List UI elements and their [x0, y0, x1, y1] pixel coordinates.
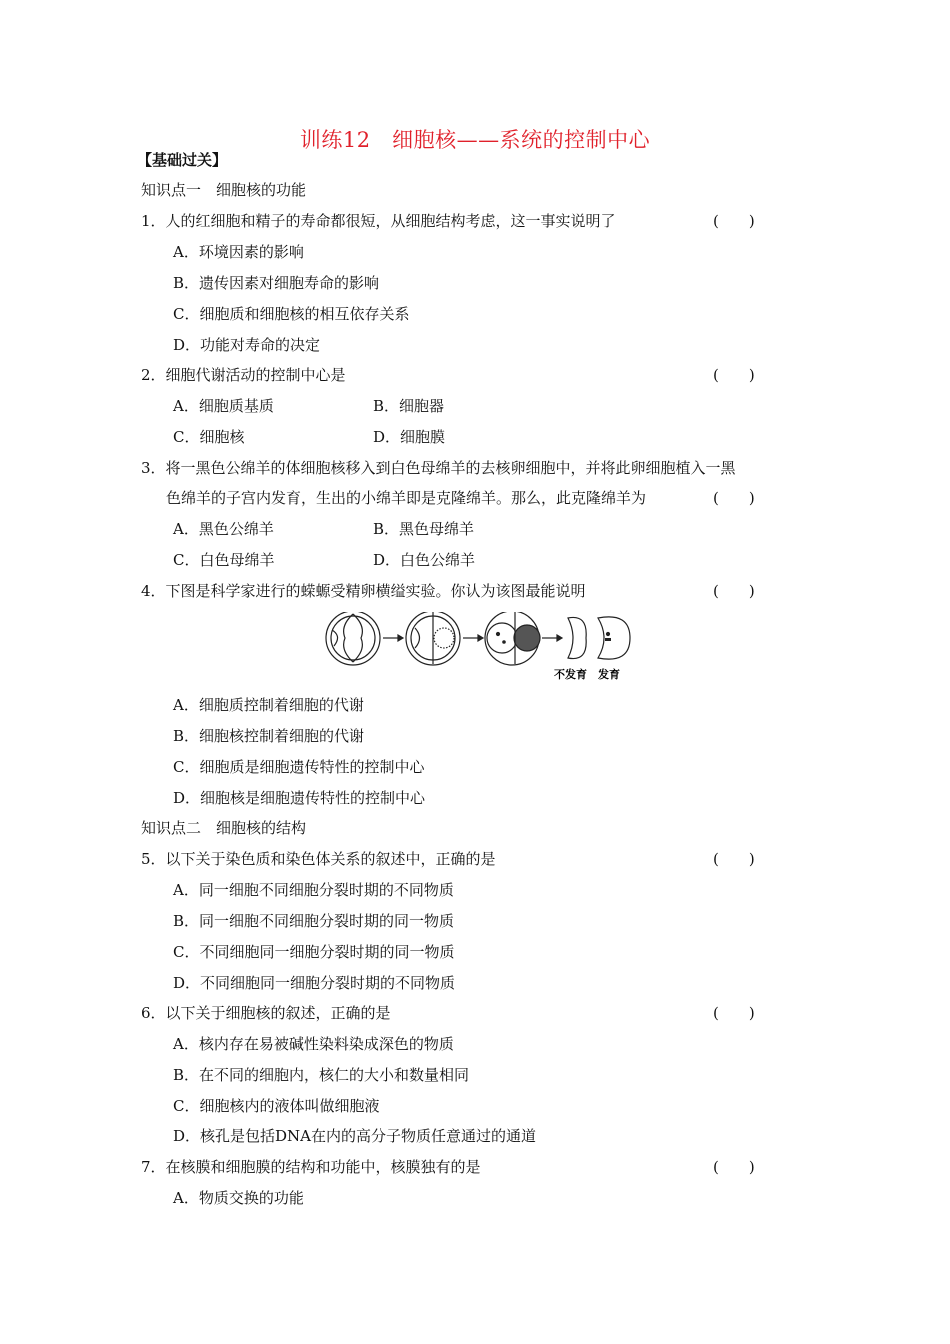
q2-option-a: A．细胞质基质 — [173, 397, 274, 415]
question-6-stem: 6．以下关于细胞核的叙述，正确的是 — [141, 1004, 391, 1022]
q5-option-d: D．不同细胞同一细胞分裂时期的不同物质 — [173, 974, 456, 992]
q1-option-b: B．遗传因素对细胞寿命的影响 — [173, 274, 380, 292]
q3-option-d: D．白色公绵羊 — [373, 551, 476, 569]
q2-option-c: C．细胞核 — [173, 428, 245, 446]
q4-option-c: C．细胞质是细胞遗传特性的控制中心 — [173, 758, 425, 776]
q2-option-d: D．细胞膜 — [373, 428, 446, 446]
answer-bracket: ( ) — [713, 1004, 755, 1022]
question-3-stem: 3．将一黑色公绵羊的体细胞核移入到白色母绵羊的去核卵细胞中，并将此卵细胞植入一黑 — [141, 459, 736, 477]
answer-bracket: ( ) — [713, 582, 755, 600]
q6-option-c: C．细胞核内的液体叫做细胞液 — [173, 1097, 380, 1115]
knowledge-point-1: 知识点一 细胞核的功能 — [141, 181, 307, 199]
arrow-head-icon — [557, 635, 562, 641]
egg-cell-stage-2 — [406, 612, 460, 665]
page-title: 训练12 细胞核——系统的控制中心 — [299, 128, 651, 152]
q5-option-b: B．同一细胞不同细胞分裂时期的同一物质 — [173, 912, 455, 930]
egg-cell-stage-1 — [326, 612, 380, 665]
q5-option-a: A．同一细胞不同细胞分裂时期的不同物质 — [173, 881, 454, 899]
q4-option-a: A．细胞质控制着细胞的代谢 — [173, 696, 364, 714]
q3-option-c: C．白色母绵羊 — [173, 551, 275, 569]
q6-option-a: A．核内存在易被碱性染料染成深色的物质 — [173, 1035, 454, 1053]
q7-option-a: A．物质交换的功能 — [173, 1189, 304, 1207]
label-not-developing: 不发育 — [554, 668, 587, 681]
label-developing: 发育 — [598, 668, 620, 681]
answer-bracket: ( ) — [713, 212, 755, 230]
answer-bracket: ( ) — [713, 489, 755, 507]
q1-option-a: A．环境因素的影响 — [173, 243, 304, 261]
q1-option-c: C．细胞质和细胞核的相互依存关系 — [173, 305, 410, 323]
q3-option-a: A．黑色公绵羊 — [173, 520, 274, 538]
half-developing — [598, 617, 630, 659]
q6-option-b: B．在不同的细胞内，核仁的大小和数量相同 — [173, 1066, 470, 1084]
q1-option-d: D．功能对寿命的决定 — [173, 336, 321, 354]
section-heading: 【基础过关】 — [137, 151, 228, 169]
answer-bracket: ( ) — [713, 366, 755, 384]
q4-option-d: D．细胞核是细胞遗传特性的控制中心 — [173, 789, 426, 807]
egg-cell-stage-3 — [485, 612, 540, 665]
arrow-head-icon — [478, 635, 483, 641]
question-3-stem-cont: 色绵羊的子宫内发育，生出的小绵羊即是克隆绵羊。那么，此克隆绵羊为 — [166, 489, 647, 507]
arrow-head-icon — [398, 635, 403, 641]
q6-option-d: D．核孔是包括DNA在内的高分子物质任意通过的通道 — [173, 1127, 537, 1145]
answer-bracket: ( ) — [713, 1158, 755, 1176]
question-4-stem: 4．下图是科学家进行的蝾螈受精卵横缢实验。你认为该图最能说明 — [141, 582, 586, 600]
question-1-stem: 1．人的红细胞和精子的寿命都很短，从细胞结构考虑，这一事实说明了 — [141, 212, 616, 230]
q4-option-b: B．细胞核控制着细胞的代谢 — [173, 727, 365, 745]
q3-option-b: B．黑色母绵羊 — [373, 520, 475, 538]
question-2-stem: 2．细胞代谢活动的控制中心是 — [141, 366, 346, 384]
question-5-stem: 5．以下关于染色质和染色体关系的叙述中，正确的是 — [141, 850, 496, 868]
half-not-developing — [568, 617, 586, 658]
answer-bracket: ( ) — [713, 850, 755, 868]
question-7-stem: 7．在核膜和细胞膜的结构和功能中，核膜独有的是 — [141, 1158, 481, 1176]
q2-option-b: B．细胞器 — [373, 397, 445, 415]
salamander-egg-ligation-figure — [320, 612, 632, 684]
q5-option-c: C．不同细胞同一细胞分裂时期的同一物质 — [173, 943, 455, 961]
knowledge-point-2: 知识点二 细胞核的结构 — [141, 819, 307, 837]
